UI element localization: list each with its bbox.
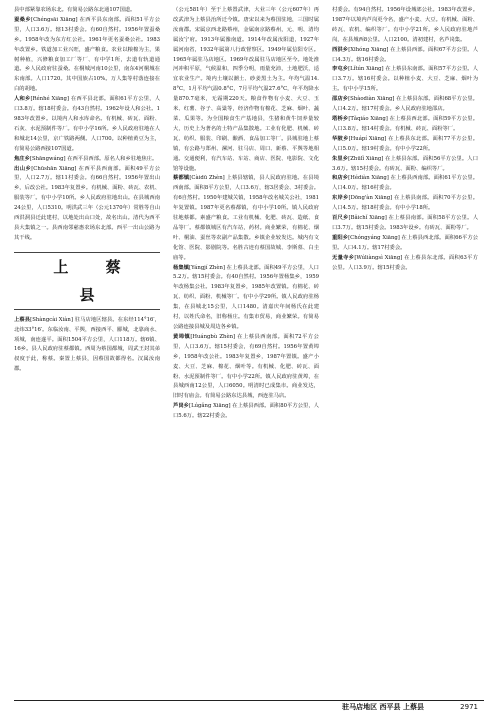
page-footer bbox=[14, 700, 484, 713]
entry-heading: 朱里乡 bbox=[332, 155, 349, 162]
entry-heading: 上蔡县 bbox=[14, 316, 31, 323]
entry-heading: 黄埠镇 bbox=[173, 333, 191, 340]
entry-heading: 蚕桑乡 bbox=[14, 16, 31, 23]
entry-litun bbox=[332, 65, 478, 95]
entry-text: [Xīhóng Xiāng] 在上蔡县西部。面积67平方公里。人口4.3万。辖16村委会。 bbox=[332, 46, 478, 63]
entry-text: （公元581年）至于上蔡置武津，大业三年（公元607年）再改武津为上蔡县治所迁今镇。唐宋以来为蔡国驻地，三国时属汝南郡。宋属京西北路蔡州，金属南京路蔡州，元、明、清均属汝宁府。1913年属豫南道。1914年改属汝阳道，1927年属河南省，1932年属第八行政督察区。1949年属信阳专区。1965年属驻马店地区。1969年改属驻马店地区至今。地处淮河冲积平原，气候温和，四季分明，雨量充沛，土地肥沃，适宜农业生产。境内土壤以潮土、砂姜黑土为主。年均气温14.8°C，1月平均气温0.8°C，7月平均气温27.6°C，年平均降水量870.7毫米，无霜期220天。粮食作物有小麦、大豆、玉米、红薯、谷子、高粱等，经济作物有棉花、芝麻、烟叶、蔬菜、瓜果等。为全国粮食生产基地县，生猪和黄牛饲养量较大，历史上为著名的土特产品集散地。工业有化肥、机械、砖瓦、纺织、服装、印刷、酿酒、食品加工等厂。县城驻地上蔡镇，有公路与郑州、漯河、驻马店、周口、新蔡、平舆等地相通。交通便利，有汽车站、车站、商店、医院、电影院、文化馆等设施。 bbox=[173, 7, 319, 172]
page-number: 2971 bbox=[460, 703, 478, 711]
entry-heading: 百尺乡 bbox=[332, 215, 349, 222]
entry-heading: 华陂乡 bbox=[332, 135, 349, 142]
entry-chengsai bbox=[14, 16, 160, 95]
entry-text: 县中部紧靠农场东北。有简易公路东北通107国道。 bbox=[14, 7, 136, 13]
entry-heading: 李屯乡 bbox=[332, 66, 349, 73]
entry-text: [Shàngcài Xiàn] 驻马店地区辖县。在东经114°16′，北纬33°16′。东临汝南、平舆，西接西平、郾城，北靠商水、项城，南连遂平。面积1504平方公里，人口118万。辖6镇、16乡。县人民政府驻蔡都镇。西周为蔡国都城，周武王封其弟叔度于此，称蔡。秦置上蔡县，因蔡国故都得名。汉属汝南郡。 bbox=[14, 316, 160, 373]
entry-heading: 重阳乡 bbox=[332, 234, 349, 241]
entry-lugang bbox=[173, 402, 319, 422]
entry-heading: 人和乡 bbox=[14, 96, 31, 103]
entry-shaodian bbox=[332, 95, 478, 115]
entry-text: [Shàodiàn Xiāng] 在上蔡县东部。面积68平方公里。人口4.2万。辖17村委会。乡人民政府驻地邵店。 bbox=[332, 96, 478, 113]
entry-text: [Tǎqiáo Xiāng] 在上蔡县西北部。面积59平方公里。人口3.8万。辖14村委会。有机械、砖瓦、面粉等厂。 bbox=[332, 115, 478, 132]
entry-text: [Càidū Zhèn] 上蔡县辖镇，县人民政府驻地。在县境西南部。面积8平方公里，人口3.6万，辖3居委会、3村委会。有6自然村。1950年建城关镇，1958年改名城关公社，1981年复置镇。1987年更名蔡都镇，有中小学10所。镇人民政府驻地蔡都。素盛产粮食。工业有机械、化肥、砖瓦、造纸、食品等厂。蔡都镇城区有汽车站，药材。商业繁荣，有棉花、烟叶、桐油、蚕丝等农副产品集散。乡镇企业较发达。城内有文化馆、医院、影剧院等。名胜古迹有蔡国故城、李斯墓、白圭庙等。 bbox=[173, 175, 319, 261]
column-1 bbox=[14, 6, 160, 694]
entry-text: [Chūshān Xiāng] 在西平县西南部。面积49平方公里，人口2.7万。辖11村委会。有66自然村。1956年置出山乡，后改公社。1983年复置乡。有机械、面粉、砖瓦、农机、服装等厂。有中小学10所。乡人民政府驻地出山。在县城西南24公里，人口5310。明洪武三年（公元1370年）常胜等自山西洪洞县迁此建村，以地处出山口处，故名出山。清代为西平县大集镇之一。县西南邻慈惠农场东北部。西平一出山公路为其干线。 bbox=[14, 165, 160, 241]
entry-heading: 出山乡 bbox=[14, 165, 32, 172]
page-body bbox=[14, 6, 484, 694]
entry-shangwang bbox=[14, 155, 160, 165]
entry-heading: 无量寺乡 bbox=[332, 254, 355, 261]
entry-renhe bbox=[14, 95, 160, 154]
running-footer-label: 驻马店地区 西平县 上蔡县 bbox=[342, 703, 424, 711]
entry-text: [Lǐtún Xiāng] 在上蔡县东南部。面积57平方公里。人口3.7万。辖16村委会。以种植小麦、大豆、芝麻、烟叶为主。有中小学15所。 bbox=[332, 66, 478, 93]
entry-chongyang bbox=[332, 234, 478, 254]
entry-text: [Yángjí Zhèn] 在上蔡县北部。面积49平方公里，人口5.2万。辖15村委会。有40自然村。1956年置杨集乡，1959年改杨集公社。1983年复置乡，1985年改置镇。有棉花、砖瓦、纺织、面粉、机械等厂。有中小学29所。镇人民政府驻杨集，在县城北15公里，人口1480。清嘉庆年间杨氏在此建村，以姓氏命名，旧称杨庄。有集市贸易，商业繁荣。有简易公路连接县城及周边各乡镇。 bbox=[173, 264, 319, 330]
column-3 bbox=[332, 6, 478, 694]
entry-heading: 塔桥乡 bbox=[332, 115, 349, 122]
entry-text: [Zhūlǐ Xiāng] 在上蔡县东部。面积56平方公里。人口3.6万。辖15村委会。有砖瓦、面粉、编织等厂。 bbox=[332, 155, 478, 172]
entry-text: [Bǎichǐ Xiāng] 在上蔡县南部。面积58平方公里。人口3.7万。辖15村委会。1983年设乡。有砖瓦、面粉等厂。 bbox=[332, 215, 478, 231]
entry-text: [Huápí Xiāng] 在上蔡县东北部。面积77平方公里。人口5.0万。辖19村委会。有中小学22所。 bbox=[332, 135, 478, 152]
entry-heading: 邵店乡 bbox=[332, 96, 349, 103]
entry-shangcai-county bbox=[14, 316, 160, 375]
entry-text: [Chéngsāi Xiāng] 在西平县东南部。面积51平方公里，人口3.6万。辖13村委会。有60自然村。1956年置蚕桑乡。1958年改为东方红公社。1961年更名蚕桑公社。1983年改置乡。铁道加工业兴旺，盛产粮食。农业以粮棉为主，果树种植，兴修粮食加工厂等厂、有中学1所，去道有轨道通道。乡人民政府驻蚕桑。在桐城河南10公里，南东4河桐城在东南部。人口1720。其中国族占10%。万人集等村落连接在白的胡地。 bbox=[14, 16, 160, 93]
entry-text: [Shāngwáng] 在西平县西部。原名人和乡驻地焦庄。 bbox=[29, 155, 158, 162]
entry-heading: 西洪乡 bbox=[332, 46, 349, 53]
section-heading: 上 蔡 县 bbox=[14, 252, 160, 310]
entry-wuliangsi bbox=[332, 254, 478, 274]
entry-caidu bbox=[173, 174, 319, 263]
entry-xihong bbox=[332, 46, 478, 66]
entry-text: 村委会。有94自然村。1956年设城郊公社。1983年改置乡。1987年以境内芦岗更今名，盛产小麦、大豆。有机械、面粉、砖瓦、农机、编织等厂。有中小学21所。乡人民政府驻地芦岗，在县城西8公里。人口2100。清初建村，名芦岗集。 bbox=[332, 7, 478, 43]
entry-taqiao bbox=[332, 115, 478, 135]
entry-text: [Rénhé Xiāng] 在西平县北部。面积61平方公里，人口3.8万。辖18村委会。有43自然村。1962年设人和公社。1983年改置乡。以境内人和水库命名。有机械、砖瓦、面粉、石灰、水泥预制件等厂。有中小学16所。乡人民政府驻地在人和城北14公里，京广铁路两侧。人口700。以种植黄豆为主，有简易公路西接107国道。 bbox=[14, 96, 160, 152]
entry-dongan bbox=[332, 194, 478, 214]
entry-heading: 和店乡 bbox=[332, 175, 349, 182]
entry-text: [Dōng'àn Xiāng] 在上蔡县南部。面积70平方公里。人口4.5万。辖18村委会。有中小学18所。 bbox=[332, 195, 478, 212]
column-2 bbox=[173, 6, 319, 694]
entry-huangbu bbox=[173, 333, 319, 402]
entry-text: [Lúgǎng Xiāng] 在上蔡县西部。面积80平方公里，人口5.6万。辖22村委会。 bbox=[173, 403, 319, 420]
entry-text: [Huángbù Zhèn] 在上蔡县西南部。面积72平方公里，人口3.6万。辖15村委会，有69自然村。1956年置黄埠乡，1958年改公社。1983年复置乡，1987年置镇。盛产小麦、大豆、芝麻、棉花、烟叶等。有机械、化肥、砖瓦、面粉、水泥预制件等厂。有中小学22所。镇人民政府驻黄埠，在县城西南12公里，人口6050。明清时已成集市。商业发达，旧时有庙会。有简易公路东达县城，西连驻马店。 bbox=[173, 333, 319, 400]
entry-heading: 芦岗乡 bbox=[173, 403, 189, 410]
entry-baichi bbox=[332, 214, 478, 234]
entry-heading: 东岸乡 bbox=[332, 195, 349, 202]
entry-zhuli bbox=[332, 155, 478, 175]
entry-text: [Hédiàn Xiāng] 在上蔡县西南部。面积61平方公里。人口4.0万。辖16村委会。 bbox=[332, 175, 478, 192]
entry-text: [Chóngyáng Xiāng] 在上蔡县西北部。面积66平方公里。人口4.1万。辖17村委会。 bbox=[332, 234, 478, 251]
entry-hedian bbox=[332, 174, 478, 194]
entry-heading: 焦庄乡 bbox=[14, 155, 30, 162]
entry-heading: 蔡都镇 bbox=[173, 175, 190, 182]
entry-yangji bbox=[173, 264, 319, 333]
entry-text: [Wúliàngsì Xiāng] 在上蔡县东北部。面积63平方公里。人口3.9万。辖15村委会。 bbox=[332, 254, 478, 271]
entry-heading: 杨集镇 bbox=[173, 264, 190, 271]
entry-huapi bbox=[332, 135, 478, 155]
entry-chushan bbox=[14, 165, 160, 244]
